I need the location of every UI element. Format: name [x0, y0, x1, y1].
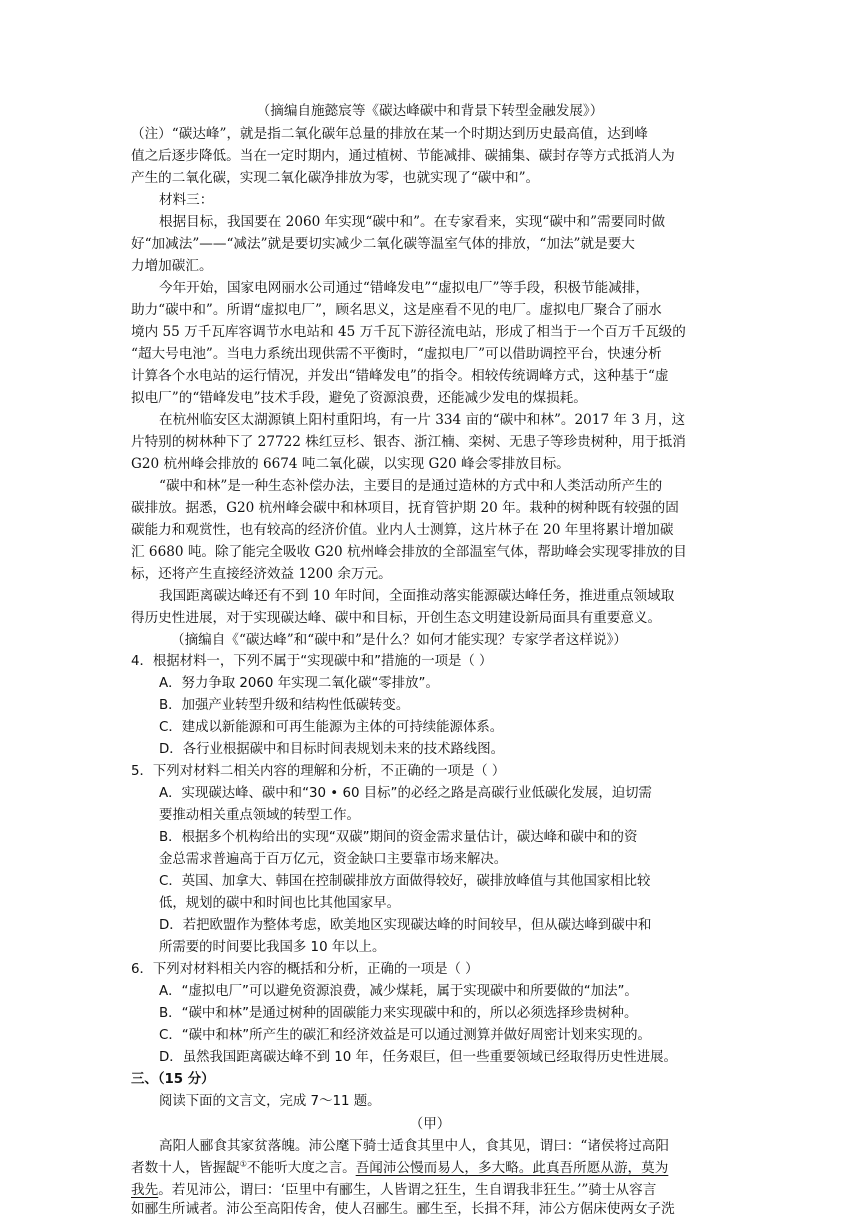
question-5-option-a-line-1: A．实现碳达峰、碳中和“30 • 60 目标”的必经之路是高碳行业低碳化发展，迫切需	[159, 786, 652, 801]
classical-line-1: 高阳人郦食其家贫落魄。沛公麾下骑士适食其里中人，食其见，谓曰：“诸侯将过高阳	[159, 1138, 669, 1154]
paragraph-3-line-2: 片特别的树林种下了 27722 株红豆杉、银杏、浙江楠、栾树、无患子等珍贵树种，用于抵消	[131, 434, 686, 450]
paragraph-4-line-2: 碳排放。据悉，G20 杭州峰会碳中和林项目，抚育管护期 20 年。栽种的树种既有较强的固	[131, 500, 679, 516]
question-4-option-c: C．建成以新能源和可再生能源为主体的可持续能源体系。	[159, 720, 504, 735]
question-5-option-c-line-1: C．英国、加拿大、韩国在控制碳排放方面做得较好，碳排放峰值与其他国家相比较	[159, 874, 651, 889]
question-5-option-b-line-2: 金总需求普遍高于百万亿元，资金缺口主要靠市场来解决。	[159, 852, 508, 867]
question-5-option-d-line-1: D．若把欧盟作为整体考虑，欧美地区实现碳达峰的时间较早，但从碳达峰到碳中和	[159, 918, 652, 933]
classical-underlined-sentence-end: 我先	[131, 1182, 159, 1198]
material-3-title: 材料三：	[159, 192, 214, 208]
question-4-stem: 4．根据材料一，下列不属于“实现碳中和”措施的一项是（ ）	[131, 654, 493, 669]
paragraph-1-line-1: 根据目标，我国要在 2060 年实现“碳中和”。在专家看来，实现“碳中和”需要同时做	[159, 214, 666, 230]
paragraph-2-line-4: “超大号电池”。当电力系统出现供需不平衡时，“虚拟电厂”可以借助调控平台，快速分析	[131, 346, 662, 362]
classical-line-3-text: 。若见沛公，谓曰：‘臣里中有郦生，人皆谓之狂生，生自谓我非狂生。’”骑士从容言	[158, 1182, 657, 1198]
text-jia-label: （甲）	[409, 1116, 451, 1132]
note-line-2: 值之后逐步降低。当在一定时期内，通过植树、节能减排、碳捕集、碳封存等方式抵消人为	[131, 148, 675, 164]
classical-underlined-sentence: 吾闻沛公慢而易人，多大略。此真吾所愿从游，莫为	[355, 1160, 669, 1176]
paragraph-4-line-5: 标，还将产生直接经济效益 1200 余万元。	[131, 566, 392, 582]
classical-line-2	[131, 1157, 668, 1179]
paragraph-1-line-3: 力增加碳汇。	[131, 258, 213, 274]
paragraph-4-line-1: “碳中和林”是一种生态补偿办法，主要目的是通过造林的方式中和人类活动所产生的	[159, 478, 663, 494]
paragraph-4-line-3: 碳能力和观赏性，也有较高的经济价值。业内人士测算，这片林子在 20 年里将累计增加碳	[131, 522, 674, 538]
classical-line-2-text-b: 不能听大度之言。	[246, 1160, 356, 1176]
question-5-option-d-line-2: 所需要的时间要比我国多 10 年以上。	[159, 940, 386, 955]
paragraph-3-line-3: G20 杭州峰会排放的 6674 吨二氧化碳，以实现 G20 峰会零排放目标。	[131, 456, 570, 472]
question-4-option-d: D．各行业根据碳中和目标时间表规划未来的技术路线图。	[159, 742, 505, 757]
section-3-heading: 三、（15 分）	[131, 1072, 215, 1087]
question-5-stem: 5．下列对材料二相关内容的理解和分析，不正确的一项是（ ）	[131, 764, 506, 779]
question-4-option-b: B．加强产业转型升级和结构性低碳转变。	[159, 698, 410, 713]
source-citation-2: （摘编自《“碳达峰”和“碳中和”是什么？如何才能实现？专家学者这样说》）	[171, 632, 627, 648]
paragraph-2-line-3: 境内 55 万千瓦库容调节水电站和 45 万千瓦下游径流电站，形成了相当于一个百万千瓦级的	[131, 324, 686, 340]
footnote-marker: ①	[239, 1159, 247, 1169]
question-6-option-c: C．“碳中和林”所产生的碳汇和经济效益是可以通过测算并做好周密计划来实现的。	[159, 1028, 651, 1043]
question-5-option-a-line-2: 要推动相关重点领域的转型工作。	[159, 808, 360, 823]
paragraph-4-line-4: 汇 6680 吨。除了能完全吸收 G20 杭州峰会排放的全部温室气体，帮助峰会实现零排放的目	[131, 544, 687, 560]
paragraph-2-line-5: 计算各个水电站的运行情况，并发出“错峰发电”的指令。相较传统调峰方式，这种基于“虚	[131, 368, 669, 384]
question-4-option-a: A．努力争取 2060 年实现二氧化碳“零排放”。	[159, 676, 439, 691]
note-line-3: 产生的二氧化碳，实现二氧化碳净排放为零，也就实现了“碳中和”。	[131, 170, 540, 186]
question-6-option-d: D．虽然我国距离碳达峰不到 10 年，任务艰巨，但一些重要领域已经取得历史性进展。	[159, 1050, 677, 1065]
paragraph-3-line-1: 在杭州临安区太湖源镇上阳村重阳坞，有一片 334 亩的“碳中和林”。2017 年 3 月，这	[159, 412, 686, 428]
classical-line-2-text-a: 者数十人，皆握龊	[131, 1160, 240, 1176]
question-5-option-b-line-1: B．根据多个机构给出的实现“双碳”期间的资金需求量估计，碳达峰和碳中和的资	[159, 830, 638, 845]
question-6-option-a: A．“虚拟电厂”可以避免资源浪费，减少煤耗，属于实现碳中和所要做的“加法”。	[159, 984, 638, 999]
paragraph-2-line-1: 今年开始，国家电网丽水公司通过“错峰发电”“虚拟电厂”等手段，积极节能减排，	[159, 280, 649, 296]
question-6-stem: 6．下列对材料相关内容的概括和分析，正确的一项是（ ）	[131, 962, 479, 977]
question-6-option-b: B．“碳中和林”是通过树种的固碳能力来实现碳中和的，所以必须选择珍贵树种。	[159, 1006, 638, 1021]
paragraph-5-line-1: 我国距离碳达峰还有不到 10 年时间，全面推动落实能源碳达峰任务，推进重点领域取	[159, 588, 675, 604]
paragraph-5-line-2: 得历史性进展，对于实现碳达峰、碳中和目标，开创生态文明建设新局面具有重要意义。	[131, 610, 662, 626]
section-3-instruction: 阅读下面的文言文，完成 7～11 题。	[159, 1094, 381, 1109]
question-5-option-c-line-2: 低，规划的碳中和时间也比其他国家早。	[159, 896, 401, 911]
source-citation-1: （摘编自施懿宸等《碳达峰碳中和背景下转型金融发展》）	[256, 103, 604, 119]
paragraph-1-line-2: 好“加减法”——“减法”就是要切实减少二氧化碳等温室气体的排放，“加法”就是要大	[131, 236, 635, 252]
paragraph-2-line-6: 拟电厂”的“错峰发电”技术手段，避免了资源浪费，还能减少发电的煤损耗。	[131, 390, 587, 406]
classical-line-4: 如郦生所诫者。沛公至高阳传舍，使人召郦生。郦生至，长揖不拜，沛公方倨床使两女子洗	[131, 1201, 675, 1217]
note-line-1: （注）“碳达峰”，就是指二氧化碳年总量的排放在某一个时期达到历史最高值，达到峰	[131, 126, 648, 142]
paragraph-2-line-2: 助力“碳中和”。所谓“虚拟电厂”，顾名思义，这是座看不见的电厂。虚拟电厂聚合了丽水	[131, 302, 662, 318]
